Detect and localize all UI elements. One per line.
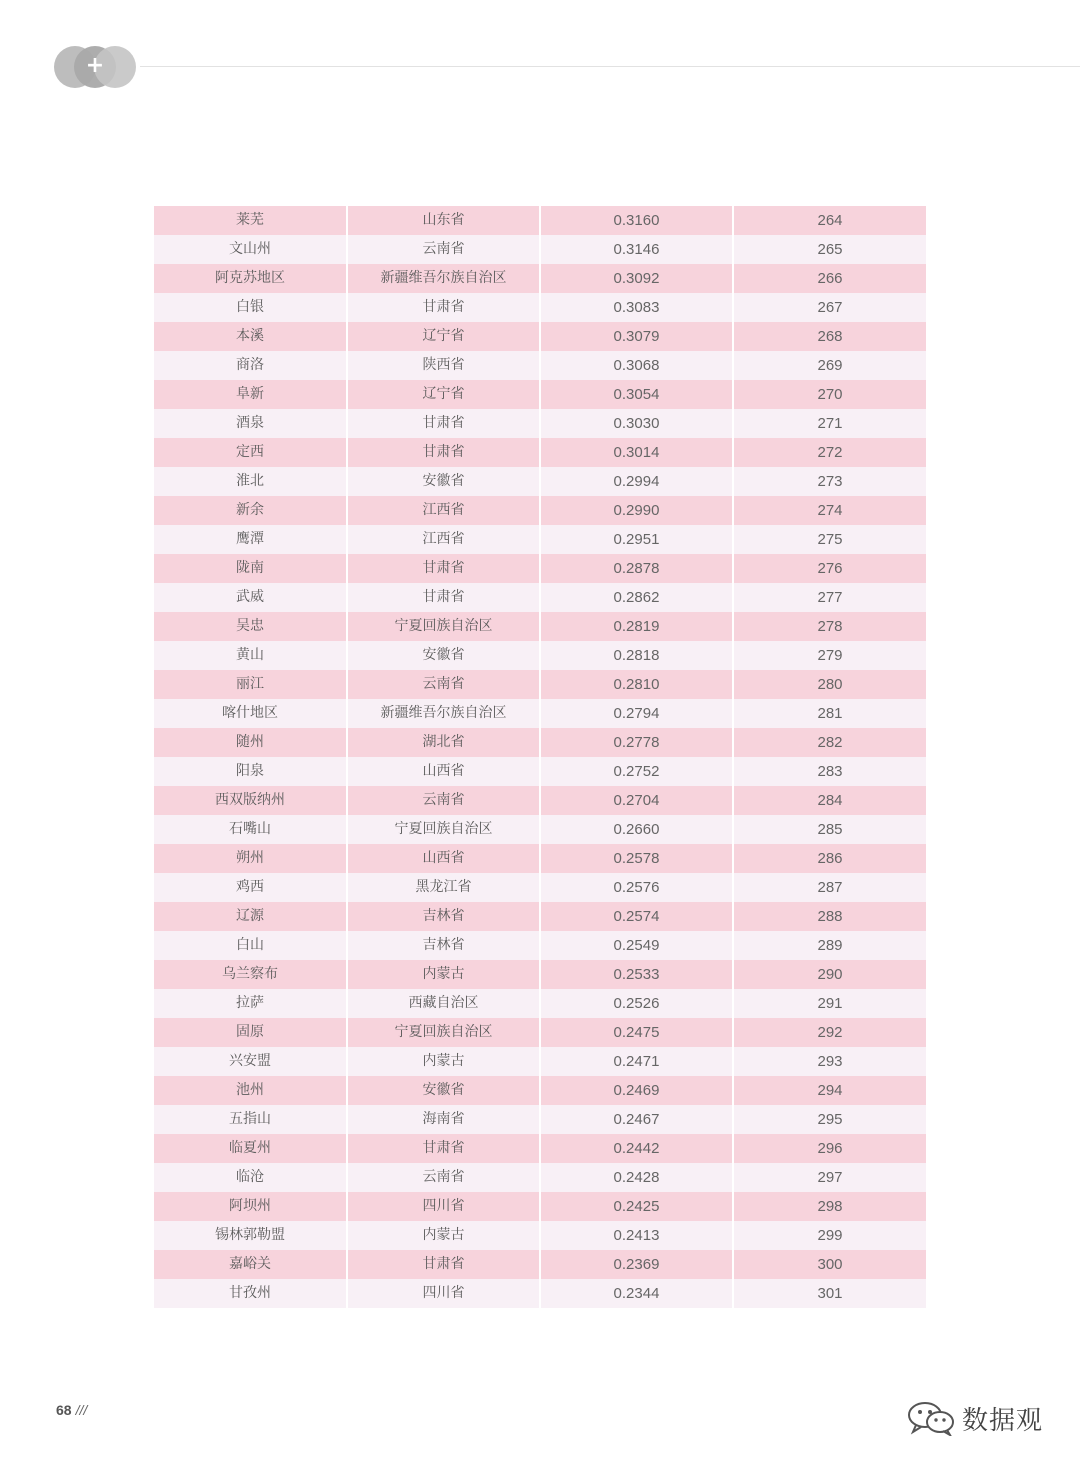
rank-cell: 272 [733, 438, 926, 467]
province-cell: 辽宁省 [347, 322, 540, 351]
table-row [154, 322, 926, 351]
province-cell: 四川省 [347, 1279, 540, 1308]
table-row [154, 380, 926, 409]
score-cell: 0.2578 [540, 844, 733, 873]
table-row [154, 873, 926, 902]
rank-cell: 270 [733, 380, 926, 409]
rank-cell: 283 [733, 757, 926, 786]
city-cell: 阜新 [154, 380, 347, 409]
province-cell: 甘肃省 [347, 438, 540, 467]
table-row [154, 844, 926, 873]
rank-cell: 266 [733, 264, 926, 293]
score-cell: 0.2994 [540, 467, 733, 496]
province-cell: 吉林省 [347, 902, 540, 931]
table-row [154, 1250, 926, 1279]
header-rule [140, 66, 1080, 67]
city-cell: 新余 [154, 496, 347, 525]
table-row [154, 1192, 926, 1221]
province-cell: 江西省 [347, 496, 540, 525]
table-row [154, 1134, 926, 1163]
province-cell: 宁夏回族自治区 [347, 815, 540, 844]
rank-cell: 265 [733, 235, 926, 264]
table-row [154, 1076, 926, 1105]
table-row [154, 1163, 926, 1192]
rank-cell: 298 [733, 1192, 926, 1221]
rank-cell: 288 [733, 902, 926, 931]
table-row [154, 641, 926, 670]
rank-cell: 273 [733, 467, 926, 496]
watermark-text: 数据观 [962, 1405, 1044, 1436]
rank-cell: 294 [733, 1076, 926, 1105]
rank-cell: 276 [733, 554, 926, 583]
score-cell: 0.2660 [540, 815, 733, 844]
city-cell: 武威 [154, 583, 347, 612]
province-cell: 陕西省 [347, 351, 540, 380]
table-row [154, 670, 926, 699]
rank-cell: 269 [733, 351, 926, 380]
table-row [154, 1047, 926, 1076]
score-cell: 0.2778 [540, 728, 733, 757]
table-row [154, 206, 926, 235]
city-cell: 西双版纳州 [154, 786, 347, 815]
score-cell: 0.2425 [540, 1192, 733, 1221]
table-row [154, 1105, 926, 1134]
province-cell: 湖北省 [347, 728, 540, 757]
city-cell: 拉萨 [154, 989, 347, 1018]
rank-cell: 293 [733, 1047, 926, 1076]
city-cell: 池州 [154, 1076, 347, 1105]
table-row [154, 264, 926, 293]
province-cell: 安徽省 [347, 467, 540, 496]
rank-cell: 287 [733, 873, 926, 902]
province-cell: 山东省 [347, 206, 540, 235]
score-cell: 0.2878 [540, 554, 733, 583]
score-cell: 0.2469 [540, 1076, 733, 1105]
rank-cell: 290 [733, 960, 926, 989]
table-row [154, 1279, 926, 1308]
score-cell: 0.3054 [540, 380, 733, 409]
city-cell: 文山州 [154, 235, 347, 264]
rank-cell: 275 [733, 525, 926, 554]
watermark [906, 1398, 1043, 1438]
city-cell: 鸡西 [154, 873, 347, 902]
score-cell: 0.2990 [540, 496, 733, 525]
province-cell: 山西省 [347, 757, 540, 786]
score-cell: 0.2752 [540, 757, 733, 786]
city-cell: 随州 [154, 728, 347, 757]
score-cell: 0.2951 [540, 525, 733, 554]
rank-cell: 280 [733, 670, 926, 699]
rank-cell: 277 [733, 583, 926, 612]
province-cell: 甘肃省 [347, 554, 540, 583]
table-row [154, 438, 926, 467]
rank-cell: 291 [733, 989, 926, 1018]
rank-cell: 274 [733, 496, 926, 525]
province-cell: 新疆维吾尔族自治区 [347, 699, 540, 728]
plus-circles-logo-icon: + [54, 46, 136, 88]
table-row [154, 467, 926, 496]
ranking-table [154, 206, 926, 1308]
score-cell: 0.2574 [540, 902, 733, 931]
score-cell: 0.2442 [540, 1134, 733, 1163]
score-cell: 0.2810 [540, 670, 733, 699]
score-cell: 0.2818 [540, 641, 733, 670]
score-cell: 0.2576 [540, 873, 733, 902]
province-cell: 吉林省 [347, 931, 540, 960]
city-cell: 临夏州 [154, 1134, 347, 1163]
table-row [154, 293, 926, 322]
city-cell: 酒泉 [154, 409, 347, 438]
table-row [154, 496, 926, 525]
table-row [154, 786, 926, 815]
rank-cell: 282 [733, 728, 926, 757]
score-cell: 0.2428 [540, 1163, 733, 1192]
city-cell: 兴安盟 [154, 1047, 347, 1076]
table-row [154, 757, 926, 786]
score-cell: 0.2471 [540, 1047, 733, 1076]
province-cell: 宁夏回族自治区 [347, 612, 540, 641]
province-cell: 甘肃省 [347, 583, 540, 612]
rank-cell: 285 [733, 815, 926, 844]
table-row [154, 699, 926, 728]
rank-cell: 281 [733, 699, 926, 728]
rank-cell: 292 [733, 1018, 926, 1047]
city-cell: 白银 [154, 293, 347, 322]
score-cell: 0.3083 [540, 293, 733, 322]
table-row [154, 728, 926, 757]
table-row [154, 612, 926, 641]
table-row [154, 409, 926, 438]
score-cell: 0.2526 [540, 989, 733, 1018]
city-cell: 淮北 [154, 467, 347, 496]
city-cell: 锡林郭勒盟 [154, 1221, 347, 1250]
province-cell: 云南省 [347, 786, 540, 815]
score-cell: 0.2413 [540, 1221, 733, 1250]
city-cell: 定西 [154, 438, 347, 467]
province-cell: 云南省 [347, 235, 540, 264]
table-row [154, 960, 926, 989]
province-cell: 安徽省 [347, 641, 540, 670]
score-cell: 0.2549 [540, 931, 733, 960]
province-cell: 内蒙古 [347, 960, 540, 989]
score-cell: 0.3014 [540, 438, 733, 467]
table-row [154, 235, 926, 264]
table-row [154, 902, 926, 931]
table-row [154, 525, 926, 554]
province-cell: 新疆维吾尔族自治区 [347, 264, 540, 293]
rank-cell: 299 [733, 1221, 926, 1250]
score-cell: 0.3068 [540, 351, 733, 380]
rank-cell: 284 [733, 786, 926, 815]
score-cell: 0.2819 [540, 612, 733, 641]
score-cell: 0.2475 [540, 1018, 733, 1047]
province-cell: 内蒙古 [347, 1221, 540, 1250]
rank-cell: 296 [733, 1134, 926, 1163]
rank-cell: 297 [733, 1163, 926, 1192]
province-cell: 甘肃省 [347, 293, 540, 322]
province-cell: 江西省 [347, 525, 540, 554]
table-row [154, 815, 926, 844]
rank-cell: 301 [733, 1279, 926, 1308]
table-row [154, 554, 926, 583]
city-cell: 五指山 [154, 1105, 347, 1134]
score-cell: 0.2344 [540, 1279, 733, 1308]
page-number-value: 68 [56, 1402, 72, 1418]
score-cell: 0.3092 [540, 264, 733, 293]
city-cell: 乌兰察布 [154, 960, 347, 989]
wechat-icon [906, 1400, 958, 1436]
province-cell: 宁夏回族自治区 [347, 1018, 540, 1047]
city-cell: 临沧 [154, 1163, 347, 1192]
province-cell: 甘肃省 [347, 1134, 540, 1163]
score-cell: 0.3079 [540, 322, 733, 351]
city-cell: 莱芜 [154, 206, 347, 235]
table-row [154, 351, 926, 380]
city-cell: 吴忠 [154, 612, 347, 641]
table-row [154, 989, 926, 1018]
score-cell: 0.3160 [540, 206, 733, 235]
city-cell: 丽江 [154, 670, 347, 699]
city-cell: 甘孜州 [154, 1279, 347, 1308]
score-cell: 0.2794 [540, 699, 733, 728]
city-cell: 鹰潭 [154, 525, 347, 554]
score-cell: 0.2704 [540, 786, 733, 815]
city-cell: 喀什地区 [154, 699, 347, 728]
table-row [154, 1018, 926, 1047]
rank-cell: 271 [733, 409, 926, 438]
score-cell: 0.3146 [540, 235, 733, 264]
province-cell: 西藏自治区 [347, 989, 540, 1018]
province-cell: 甘肃省 [347, 409, 540, 438]
province-cell: 黑龙江省 [347, 873, 540, 902]
page-number [56, 1402, 87, 1418]
city-cell: 本溪 [154, 322, 347, 351]
city-cell: 黄山 [154, 641, 347, 670]
city-cell: 辽源 [154, 902, 347, 931]
province-cell: 辽宁省 [347, 380, 540, 409]
page-marker: /// [75, 1402, 88, 1418]
province-cell: 安徽省 [347, 1076, 540, 1105]
rank-cell: 267 [733, 293, 926, 322]
rank-cell: 295 [733, 1105, 926, 1134]
rank-cell: 264 [733, 206, 926, 235]
province-cell: 云南省 [347, 1163, 540, 1192]
rank-cell: 289 [733, 931, 926, 960]
score-cell: 0.2369 [540, 1250, 733, 1279]
score-cell: 0.2862 [540, 583, 733, 612]
rank-cell: 279 [733, 641, 926, 670]
rank-cell: 268 [733, 322, 926, 351]
city-cell: 石嘴山 [154, 815, 347, 844]
province-cell: 海南省 [347, 1105, 540, 1134]
rank-cell: 286 [733, 844, 926, 873]
score-cell: 0.2533 [540, 960, 733, 989]
table-row [154, 931, 926, 960]
city-cell: 阳泉 [154, 757, 347, 786]
city-cell: 阿坝州 [154, 1192, 347, 1221]
city-cell: 嘉峪关 [154, 1250, 347, 1279]
rank-cell: 300 [733, 1250, 926, 1279]
city-cell: 白山 [154, 931, 347, 960]
province-cell: 甘肃省 [347, 1250, 540, 1279]
city-cell: 朔州 [154, 844, 347, 873]
score-cell: 0.2467 [540, 1105, 733, 1134]
province-cell: 云南省 [347, 670, 540, 699]
table-row [154, 1221, 926, 1250]
city-cell: 阿克苏地区 [154, 264, 347, 293]
province-cell: 山西省 [347, 844, 540, 873]
city-cell: 固原 [154, 1018, 347, 1047]
city-cell: 陇南 [154, 554, 347, 583]
score-cell: 0.3030 [540, 409, 733, 438]
rank-cell: 278 [733, 612, 926, 641]
city-cell: 商洛 [154, 351, 347, 380]
province-cell: 内蒙古 [347, 1047, 540, 1076]
table-row [154, 583, 926, 612]
province-cell: 四川省 [347, 1192, 540, 1221]
